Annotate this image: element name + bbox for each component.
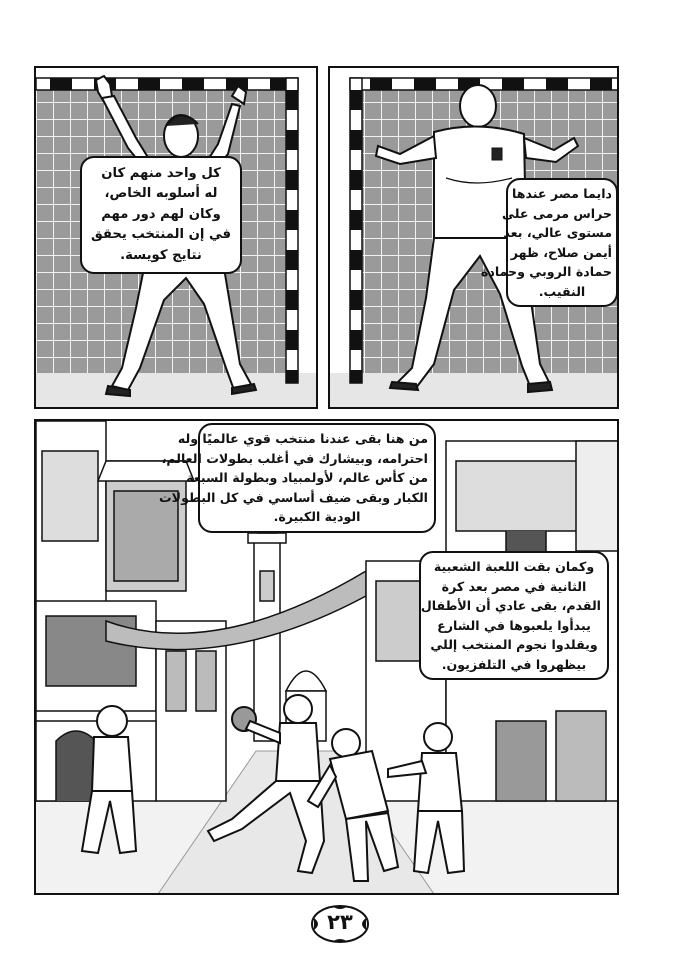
caption-line: مستوى عالي، بعد (503, 225, 612, 241)
caption-line: يبدأوا يلعبوها في الشارع (437, 617, 591, 633)
caption-line: له أسلوبه الخاص، (104, 186, 218, 202)
goal-crossbar (36, 78, 298, 90)
caption-line: كل واحد منهم كان (101, 166, 221, 181)
goal-post (350, 78, 362, 383)
caption-national-team (159, 423, 436, 533)
caption-popular-sport (419, 551, 609, 680)
caption-line: من هنا بقى عندنا منتخب قوي عالميًا وله (177, 431, 428, 446)
caption-line: وكان لهم دور مهم (101, 206, 221, 222)
caption-line: الودية الكبيرة. (273, 509, 361, 525)
page-number-badge (310, 904, 370, 944)
panel-goalkeeper-left (34, 66, 318, 409)
caption-goalkeeper-right (480, 178, 618, 307)
caption-line: في إن المنتخب يحقق (91, 227, 231, 243)
caption-line: القدم، بقى عادي أن الأطفال (420, 598, 601, 614)
caption-line: نتايج كويسة. (120, 247, 202, 263)
caption-line: ويقلدوا نجوم المنتخب إللي (430, 637, 598, 653)
caption-line: النقيب. (538, 283, 586, 299)
panel-goalkeeper-right (328, 66, 619, 409)
caption-line: حمادة الروبي وحمادة (480, 264, 612, 280)
caption-line: الثانية في مصر بعد كرة (441, 578, 587, 594)
caption-line: بيظهروا في التلفزيون. (441, 656, 587, 672)
panel-street-scene (34, 419, 619, 895)
caption-line: من كأس عالم، لأولمبياد وبطولة السبعة (186, 470, 428, 486)
caption-goalkeeper-left (80, 156, 242, 274)
caption-line: حراس مرمى على (501, 205, 612, 221)
caption-line: دايما مصر عندها (512, 186, 612, 201)
caption-line: الكبار وبقى ضيف أساسي في كل البطولات (159, 489, 428, 505)
caption-line: احترامه، وبيشارك في أغلب بطولات العالم، (161, 450, 428, 466)
caption-line: أيمن صلاح، ظهر (510, 244, 612, 260)
goal-post (286, 78, 298, 383)
caption-line: وكمان بقت اللعبة الشعبية (433, 559, 595, 574)
page-number: ٢٣ (327, 910, 353, 934)
